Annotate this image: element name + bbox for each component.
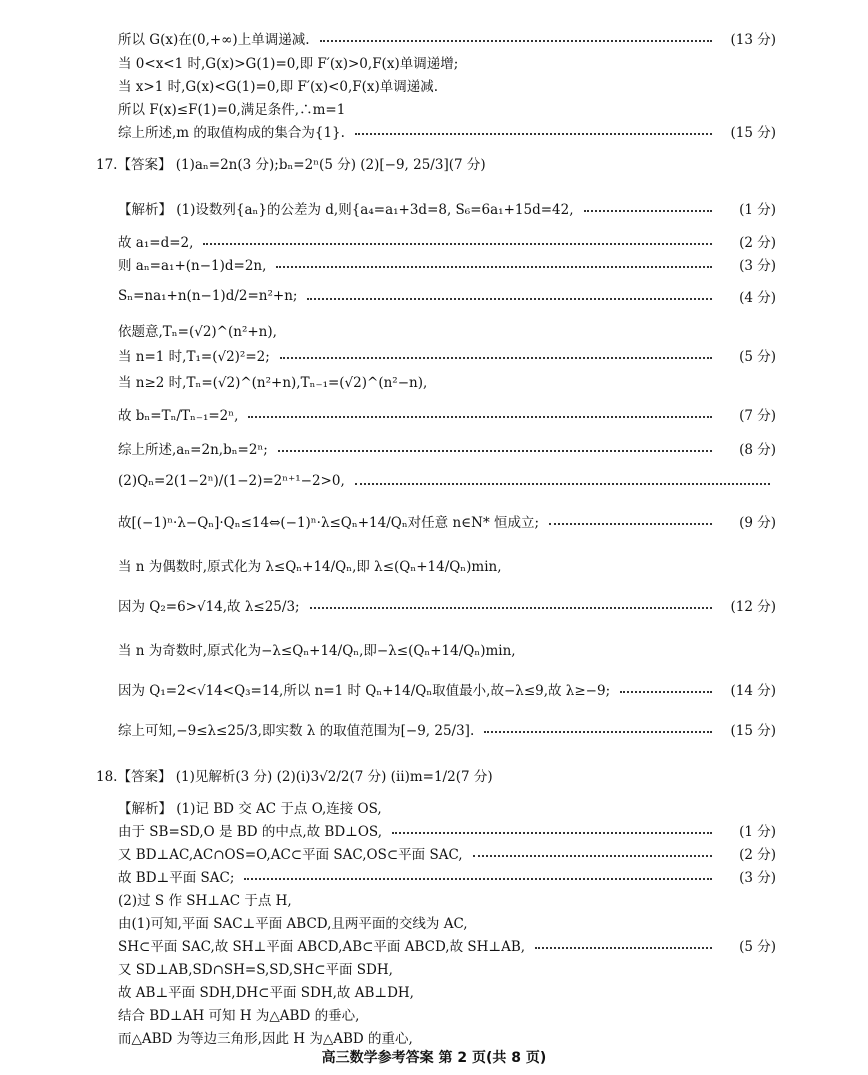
line-text: 综上所述,aₙ=2n,bₙ=2ⁿ; — [118, 442, 268, 458]
line-text: 而△ABD 为等边三角形,因此 H 为△ABD 的重心, — [118, 1031, 413, 1047]
solution-line — [118, 470, 776, 492]
solution-line — [118, 285, 776, 307]
solution-line — [118, 510, 776, 532]
solution-line — [118, 796, 776, 818]
line-text: 依题意,Tₙ=(√2)^(n²+n), — [118, 324, 277, 340]
solution-line — [118, 1026, 776, 1048]
score-label: (1 分) — [739, 202, 776, 218]
solution-line — [118, 197, 776, 219]
line-text: 由(1)可知,平面 SAC⊥平面 ABCD,且两平面的交线为 AC, — [118, 916, 468, 932]
leader-dots — [549, 522, 712, 525]
line-text: 又 SD⊥AB,SD∩SH=S,SD,SH⊂平面 SDH, — [118, 962, 393, 978]
score-label: (15 分) — [730, 723, 776, 739]
line-text: (2)过 S 作 SH⊥AC 于点 H, — [118, 893, 292, 909]
solution-line — [96, 764, 776, 786]
solution-line — [118, 980, 776, 1002]
score-label: (12 分) — [730, 599, 776, 615]
solution-line — [118, 253, 776, 275]
score-label: (5 分) — [739, 349, 776, 365]
solution-line — [118, 957, 776, 979]
leader-dots — [280, 356, 712, 359]
solution-line — [118, 120, 776, 142]
score-label: (2 分) — [739, 847, 776, 863]
solution-line — [96, 152, 776, 174]
line-text: 故 bₙ=Tₙ/Tₙ₋₁=2ⁿ, — [118, 408, 239, 424]
solution-line — [118, 437, 776, 459]
leader-dots — [203, 242, 712, 245]
leader-dots — [484, 730, 712, 733]
score-label: (3 分) — [739, 258, 776, 274]
score-label: (8 分) — [739, 442, 776, 458]
line-text: 17.【答案】 (1)aₙ=2n(3 分);bₙ=2ⁿ(5 分) (2)[−9, 25/3](7 分) — [96, 157, 486, 173]
leader-dots — [473, 854, 712, 857]
line-text: 当 n 为偶数时,原式化为 λ≤Qₙ+14/Qₙ,即 λ≤(Qₙ+14/Qₙ)min, — [118, 559, 502, 575]
score-label: (3 分) — [739, 870, 776, 886]
line-text: SH⊂平面 SAC,故 SH⊥平面 ABCD,AB⊂平面 ABCD,故 SH⊥AB, — [118, 939, 526, 955]
line-text: 综上可知,−9≤λ≤25/3,即实数 λ 的取值范围为[−9, 25/3]. — [118, 723, 475, 739]
line-text: 故 a₁=d=2, — [118, 235, 194, 251]
solution-line — [118, 911, 776, 933]
line-text: 所以 F(x)≤F(1)=0,满足条件,∴m=1 — [118, 102, 346, 118]
score-label: (7 分) — [739, 408, 776, 424]
line-text: 则 aₙ=a₁+(n−1)d=2n, — [118, 258, 267, 274]
leader-dots — [584, 209, 713, 212]
leader-dots — [310, 606, 712, 609]
solution-line — [118, 27, 776, 49]
solution-line — [118, 678, 776, 700]
score-label: (13 分) — [730, 32, 776, 48]
solution-line — [118, 1003, 776, 1025]
leader-dots — [248, 415, 712, 418]
solution-line — [118, 319, 776, 341]
leader-dots — [244, 877, 712, 880]
line-text: 结合 BD⊥AH 可知 H 为△ABD 的垂心, — [118, 1008, 360, 1024]
solution-line — [118, 594, 776, 616]
leader-dots — [355, 482, 770, 485]
solution-line — [118, 51, 776, 73]
solution-line — [118, 344, 776, 366]
score-label: (15 分) — [730, 125, 776, 141]
score-label: (9 分) — [739, 515, 776, 531]
solution-line — [118, 554, 776, 576]
line-text: 故 AB⊥平面 SDH,DH⊂平面 SDH,故 AB⊥DH, — [118, 985, 414, 1001]
leader-dots — [392, 831, 712, 834]
line-text: 所以 G(x)在(0,+∞)上单调递减. — [118, 32, 310, 48]
solution-line — [118, 230, 776, 252]
solution-line — [118, 370, 776, 392]
line-text: 当 0<x<1 时,G(x)>G(1)=0,即 F′(x)>0,F(x)单调递增; — [118, 56, 459, 72]
leader-dots — [355, 132, 712, 135]
line-text: 综上所述,m 的取值构成的集合为{1}. — [118, 125, 345, 141]
leader-dots — [535, 946, 712, 949]
line-text: 因为 Q₁=2<√14<Q₃=14,所以 n=1 时 Qₙ+14/Qₙ取值最小,故−λ≤9,故 λ≥−9; — [118, 683, 611, 699]
line-text: 【解析】 (1)设数列{aₙ}的公差为 d,则{a₄=a₁+3d=8, S₆=6a₁+15d=42, — [118, 202, 574, 218]
score-label: (14 分) — [730, 683, 776, 699]
solution-line — [118, 638, 776, 660]
line-text: 当 x>1 时,G(x)<G(1)=0,即 F′(x)<0,F(x)单调递减. — [118, 79, 439, 95]
line-text: 当 n=1 时,T₁=(√2)²=2; — [118, 349, 270, 365]
leader-dots — [276, 265, 712, 268]
solution-line — [118, 718, 776, 740]
page-footer: 高三数学参考答案 第 2 页(共 8 页) — [321, 1050, 547, 1066]
solution-line — [118, 842, 776, 864]
solution-line — [118, 888, 776, 910]
line-text: 当 n≥2 时,Tₙ=(√2)^(n²+n),Tₙ₋₁=(√2)^(n²−n), — [118, 375, 428, 391]
line-text: 故[(−1)ⁿ·λ−Qₙ]·Qₙ≤14⇔(−1)ⁿ·λ≤Qₙ+14/Qₙ对任意 n∈N* 恒成立; — [118, 515, 540, 531]
line-text: 当 n 为奇数时,原式化为−λ≤Qₙ+14/Qₙ,即−λ≤(Qₙ+14/Qₙ)min, — [118, 643, 516, 659]
leader-dots — [307, 297, 712, 300]
solution-line — [118, 934, 776, 956]
score-label: (5 分) — [739, 939, 776, 955]
line-text: 由于 SB=SD,O 是 BD 的中点,故 BD⊥OS, — [118, 824, 382, 840]
line-text: 故 BD⊥平面 SAC; — [118, 870, 235, 886]
solution-line — [118, 74, 776, 96]
line-text: Sₙ=na₁+n(n−1)d/2=n²+n; — [118, 288, 298, 304]
score-label: (4 分) — [739, 290, 776, 306]
line-text: 因为 Q₂=6>√14,故 λ≤25/3; — [118, 599, 300, 615]
score-label: (1 分) — [739, 824, 776, 840]
line-text: (2)Qₙ=2(1−2ⁿ)/(1−2)=2ⁿ⁺¹−2>0, — [118, 473, 345, 489]
solution-line — [118, 403, 776, 425]
solution-line — [118, 97, 776, 119]
leader-dots — [620, 690, 712, 693]
solution-line — [118, 819, 776, 841]
score-label: (2 分) — [739, 235, 776, 251]
leader-dots — [320, 39, 713, 42]
line-text: 又 BD⊥AC,AC∩OS=O,AC⊂平面 SAC,OS⊂平面 SAC, — [118, 847, 463, 863]
line-text: 【解析】 (1)记 BD 交 AC 于点 O,连接 OS, — [118, 801, 382, 817]
leader-dots — [278, 449, 712, 452]
solution-line — [118, 865, 776, 887]
line-text: 18.【答案】 (1)见解析(3 分) (2)(i)3√2/2(7 分) (ii)m=1/2(7 分) — [96, 769, 493, 785]
